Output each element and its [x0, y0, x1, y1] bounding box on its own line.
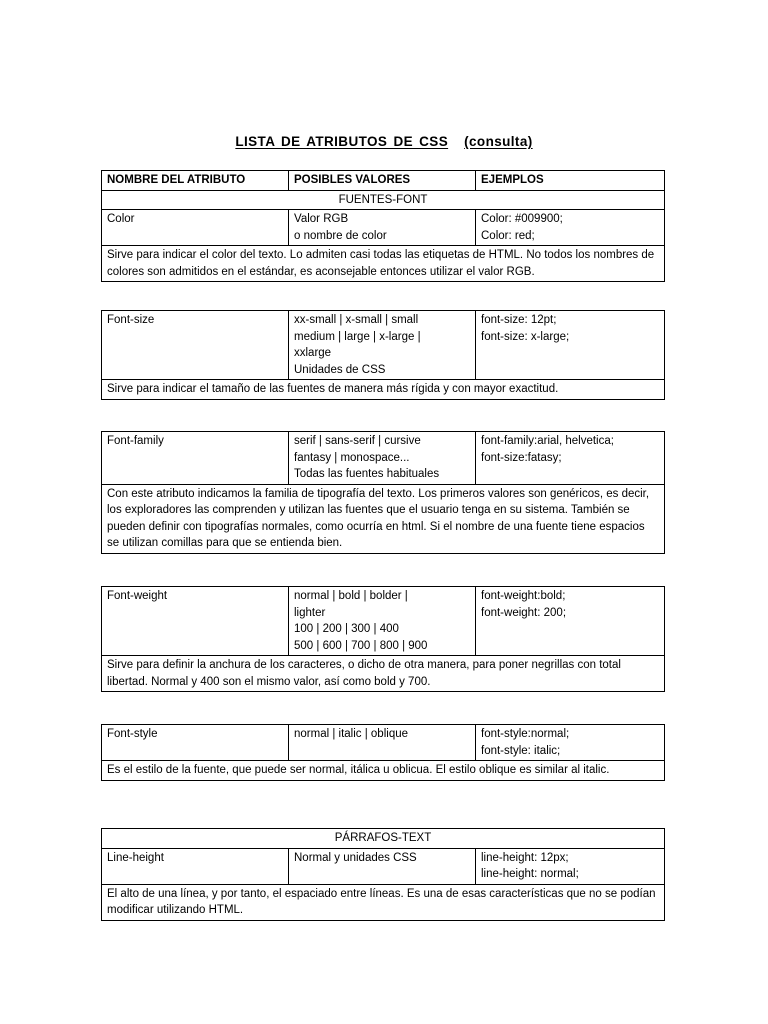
attribute-description: Es el estilo de la fuente, que puede ser normal, itálica u oblicua. El estilo oblique es similar al italic.: [102, 761, 665, 781]
example-line: font-style:normal;: [481, 728, 570, 740]
attribute-row: [102, 210, 665, 246]
value-line: xxlarge: [294, 347, 332, 359]
description-row: [102, 656, 665, 692]
attribute-name: Font-style: [102, 725, 289, 761]
value-line: lighter: [294, 606, 326, 619]
example-line: font-size: 12pt;: [481, 314, 557, 326]
example-line: font-size:fatasy;: [481, 451, 562, 464]
attribute-description: El alto de una línea, y por tanto, el espaciado entre líneas. Es una de esas características que no se podían modificar utilizando HTML.: [102, 884, 665, 920]
description-row: [102, 380, 665, 400]
attribute-values: [289, 311, 476, 380]
attribute-name: Color: [102, 210, 289, 246]
value-line: o nombre de color: [294, 229, 387, 242]
value-line: medium | large | x-large |: [294, 330, 421, 343]
description-row: [102, 484, 665, 553]
attribute-values: [289, 210, 476, 246]
example-line: font-style: italic;: [481, 744, 561, 757]
attribute-row: [102, 432, 665, 485]
example-line: Color: #009900;: [481, 213, 563, 225]
attribute-row: [102, 587, 665, 656]
attribute-description: Sirve para definir la anchura de los caracteres, o dicho de otra manera, para poner negrillas con total libertad. Normal y 400 son el mismo valor, así como bold y 700.: [102, 656, 665, 692]
section-row-paragraphs: [102, 829, 665, 849]
example-line: Color: red;: [481, 229, 535, 242]
description-row: [102, 761, 665, 781]
attribute-description: Sirve para indicar el tamaño de las fuentes de manera más rígida y con mayor exactitud.: [102, 380, 665, 400]
value-line: Unidades de CSS: [294, 363, 386, 376]
example-line: line-height: normal;: [481, 868, 579, 880]
attribute-examples: [476, 210, 665, 246]
example-line: line-height: 12px;: [481, 851, 569, 864]
attribute-name: Font-weight: [102, 587, 289, 656]
value-line: Todas las fuentes habituales: [294, 468, 440, 480]
value-line: normal | bold | bolder |: [294, 590, 408, 602]
attribute-values: [289, 848, 476, 884]
attribute-name: Line-height: [102, 848, 289, 884]
value-line: normal | italic | oblique: [294, 728, 409, 740]
title-main: LISTA DE ATRIBUTOS DE CSS: [235, 134, 449, 149]
attribute-row: [102, 311, 665, 380]
attribute-examples: [476, 725, 665, 761]
value-line: 500 | 600 | 700 | 800 | 900: [294, 639, 428, 652]
table-font-size: [101, 310, 665, 400]
table-font-family: [101, 431, 665, 554]
table-color: [101, 170, 665, 282]
title-note: (consulta): [464, 134, 533, 149]
attribute-examples: [476, 311, 665, 380]
example-line: font-weight: 200;: [481, 606, 567, 619]
header-name: NOMBRE DEL ATRIBUTO: [102, 171, 289, 191]
attribute-name: Font-family: [102, 432, 289, 485]
section-row-fonts: [102, 190, 665, 210]
attribute-examples: [476, 587, 665, 656]
description-row: [102, 246, 665, 282]
value-line: xx-small | x-small | small: [294, 314, 419, 326]
header-row: [102, 171, 665, 191]
attribute-values: [289, 725, 476, 761]
example-line: font-size: x-large;: [481, 330, 570, 343]
attribute-examples: [476, 432, 665, 485]
attribute-row: [102, 848, 665, 884]
attribute-description: Con este atributo indicamos la familia de tipografía del texto. Los primeros valores son genéricos, es decir, los exploradores las comprenden y utilizan las fuentes que el usuario tenga en su sistema. También se pueden definir con tipografías normales, como ocurría en html. Si el nombre de una fuente tiene espacios se utilizan comillas para que se entienda bien.: [102, 484, 665, 553]
value-line: serif | sans-serif | cursive: [294, 435, 421, 447]
document-title: [0, 134, 768, 149]
value-line: fantasy | monospace...: [294, 451, 410, 464]
table-font-weight: [101, 586, 665, 692]
table-line-height: [101, 828, 665, 921]
attribute-row: [102, 725, 665, 761]
attribute-description: Sirve para indicar el color del texto. Lo admiten casi todas las etiquetas de HTML. No todos los nombres de colores son admitidos en el estándar, es aconsejable entonces utilizar el valor RGB.: [102, 246, 665, 282]
attribute-name: Font-size: [102, 311, 289, 380]
attribute-examples: [476, 848, 665, 884]
section-title-fonts: FUENTES-FONT: [102, 190, 665, 210]
example-line: font-family:arial, helvetica;: [481, 435, 614, 447]
table-font-style: [101, 724, 665, 781]
attribute-values: [289, 587, 476, 656]
value-line: 100 | 200 | 300 | 400: [294, 623, 399, 635]
value-line: Normal y unidades CSS: [294, 851, 417, 864]
header-examples: EJEMPLOS: [476, 171, 665, 191]
example-line: font-weight:bold;: [481, 590, 566, 602]
value-line: Valor RGB: [294, 213, 349, 225]
header-values: POSIBLES VALORES: [289, 171, 476, 191]
attribute-values: [289, 432, 476, 485]
section-title-paragraphs: PÁRRAFOS-TEXT: [102, 829, 665, 849]
description-row: [102, 884, 665, 920]
